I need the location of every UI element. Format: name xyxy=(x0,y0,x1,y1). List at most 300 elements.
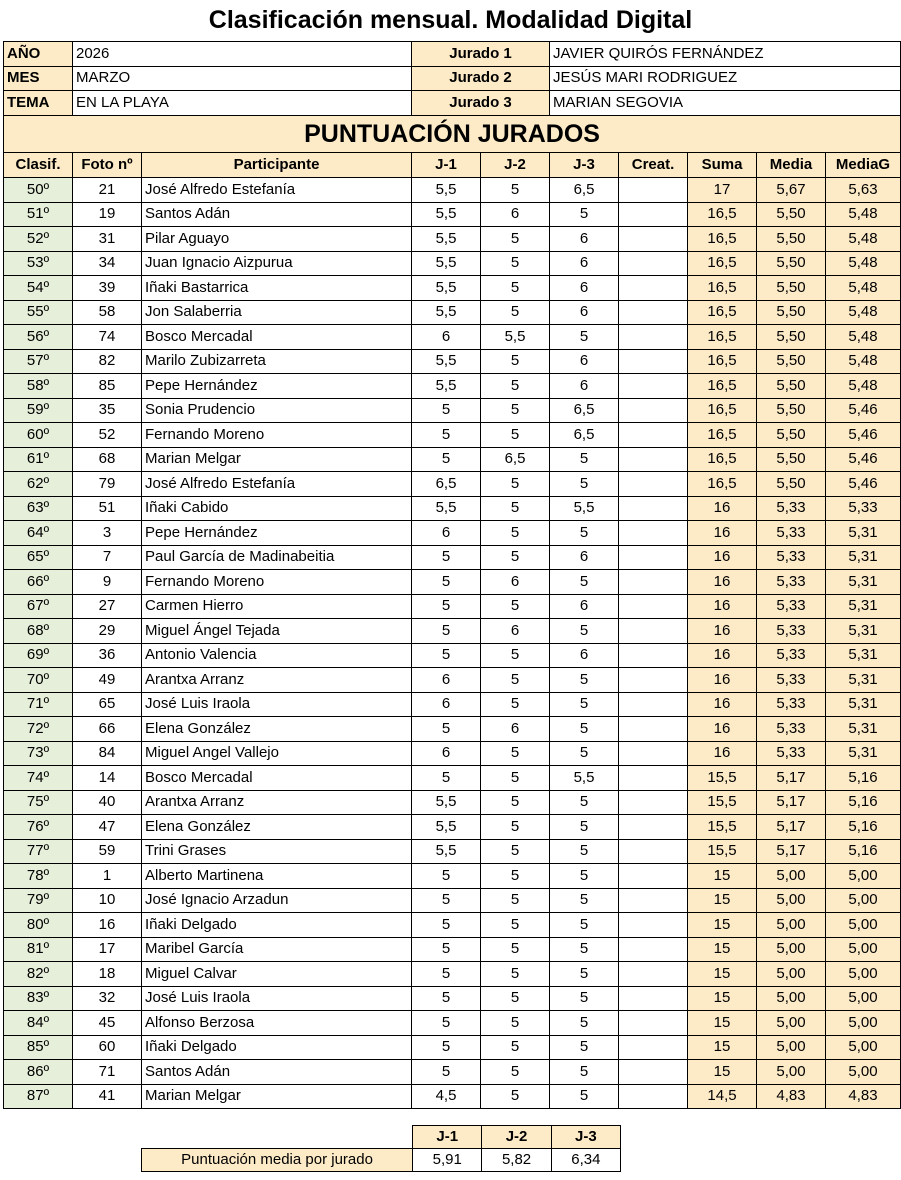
cell-media: 5,50 xyxy=(757,325,826,350)
cell-participante: Bosco Mercadal xyxy=(142,325,412,350)
header-suma: Suma xyxy=(688,153,757,178)
cell-j2: 5 xyxy=(481,594,550,619)
cell-j2: 5 xyxy=(481,839,550,864)
cell-creat xyxy=(619,986,688,1011)
year-label: AÑO xyxy=(4,42,73,67)
cell-clasif: 79º xyxy=(4,888,73,913)
cell-media: 5,33 xyxy=(757,570,826,595)
cell-suma: 16 xyxy=(688,521,757,546)
cell-j3: 6 xyxy=(550,227,619,252)
jury-average-table xyxy=(141,1125,621,1172)
cell-participante: Maribel García xyxy=(142,937,412,962)
cell-j1: 5 xyxy=(412,447,481,472)
cell-j3: 5 xyxy=(550,325,619,350)
cell-clasif: 56º xyxy=(4,325,73,350)
cell-j1: 5,5 xyxy=(412,349,481,374)
cell-mediag: 5,00 xyxy=(826,1060,901,1085)
cell-j3: 5 xyxy=(550,741,619,766)
cell-j3: 5 xyxy=(550,1035,619,1060)
cell-j2: 5 xyxy=(481,178,550,203)
cell-j1: 5,5 xyxy=(412,178,481,203)
cell-clasif: 63º xyxy=(4,496,73,521)
cell-clasif: 71º xyxy=(4,692,73,717)
theme-value: EN LA PLAYA xyxy=(73,91,412,116)
cell-media: 5,00 xyxy=(757,913,826,938)
cell-j1: 5 xyxy=(412,913,481,938)
cell-j1: 6,5 xyxy=(412,472,481,497)
cell-clasif: 76º xyxy=(4,815,73,840)
cell-foto: 29 xyxy=(73,619,142,644)
cell-j3: 5 xyxy=(550,570,619,595)
cell-suma: 15 xyxy=(688,986,757,1011)
cell-clasif: 66º xyxy=(4,570,73,595)
table-row xyxy=(4,251,901,276)
cell-clasif: 86º xyxy=(4,1060,73,1085)
cell-j1: 6 xyxy=(412,692,481,717)
table-row xyxy=(4,839,901,864)
cell-media: 5,33 xyxy=(757,741,826,766)
scores-banner: PUNTUACIÓN JURADOS xyxy=(4,116,901,153)
cell-j2: 5 xyxy=(481,227,550,252)
cell-j2: 5,5 xyxy=(481,325,550,350)
cell-j1: 5 xyxy=(412,643,481,668)
cell-creat xyxy=(619,815,688,840)
table-row xyxy=(4,913,901,938)
cell-j1: 5,5 xyxy=(412,300,481,325)
cell-suma: 15 xyxy=(688,1035,757,1060)
cell-suma: 16 xyxy=(688,643,757,668)
cell-foto: 58 xyxy=(73,300,142,325)
cell-j2: 5 xyxy=(481,251,550,276)
cell-j3: 5 xyxy=(550,986,619,1011)
year-value: 2026 xyxy=(73,42,412,67)
cell-j3: 5 xyxy=(550,962,619,987)
cell-j2: 5 xyxy=(481,668,550,693)
cell-creat xyxy=(619,643,688,668)
cell-j3: 5 xyxy=(550,815,619,840)
cell-media: 5,17 xyxy=(757,839,826,864)
cell-media: 5,33 xyxy=(757,521,826,546)
cell-participante: Sonia Prudencio xyxy=(142,398,412,423)
cell-j2: 5 xyxy=(481,937,550,962)
cell-mediag: 5,31 xyxy=(826,741,901,766)
cell-j3: 5 xyxy=(550,937,619,962)
theme-label: TEMA xyxy=(4,91,73,116)
cell-j2: 5 xyxy=(481,1060,550,1085)
cell-j2: 6 xyxy=(481,619,550,644)
cell-suma: 15,5 xyxy=(688,766,757,791)
cell-mediag: 5,48 xyxy=(826,300,901,325)
cell-j3: 6,5 xyxy=(550,398,619,423)
summary-value-j2: 5,82 xyxy=(482,1149,551,1172)
cell-j3: 6 xyxy=(550,374,619,399)
cell-foto: 1 xyxy=(73,864,142,889)
cell-suma: 16,5 xyxy=(688,472,757,497)
cell-j1: 5 xyxy=(412,888,481,913)
cell-clasif: 68º xyxy=(4,619,73,644)
cell-mediag: 5,31 xyxy=(826,717,901,742)
cell-participante: Bosco Mercadal xyxy=(142,766,412,791)
cell-creat xyxy=(619,398,688,423)
cell-media: 5,33 xyxy=(757,594,826,619)
cell-j3: 5,5 xyxy=(550,766,619,791)
cell-foto: 60 xyxy=(73,1035,142,1060)
cell-participante: Pepe Hernández xyxy=(142,521,412,546)
cell-foto: 84 xyxy=(73,741,142,766)
cell-j2: 5 xyxy=(481,986,550,1011)
cell-suma: 16 xyxy=(688,545,757,570)
cell-mediag: 4,83 xyxy=(826,1084,901,1109)
jury2-name: JESÚS MARI RODRIGUEZ xyxy=(550,66,901,91)
cell-clasif: 84º xyxy=(4,1011,73,1036)
cell-clasif: 51º xyxy=(4,202,73,227)
cell-j1: 5 xyxy=(412,962,481,987)
cell-j3: 5 xyxy=(550,692,619,717)
cell-j1: 5 xyxy=(412,766,481,791)
cell-mediag: 5,00 xyxy=(826,962,901,987)
cell-j2: 5 xyxy=(481,276,550,301)
cell-foto: 51 xyxy=(73,496,142,521)
cell-foto: 32 xyxy=(73,986,142,1011)
cell-media: 5,33 xyxy=(757,496,826,521)
cell-j2: 5 xyxy=(481,545,550,570)
cell-clasif: 53º xyxy=(4,251,73,276)
cell-j1: 5 xyxy=(412,937,481,962)
cell-participante: Juan Ignacio Aizpurua xyxy=(142,251,412,276)
cell-participante: Fernando Moreno xyxy=(142,423,412,448)
cell-j1: 5,5 xyxy=(412,251,481,276)
summary-label: Puntuación media por jurado xyxy=(142,1149,413,1172)
cell-mediag: 5,00 xyxy=(826,913,901,938)
cell-creat xyxy=(619,545,688,570)
cell-foto: 19 xyxy=(73,202,142,227)
table-row xyxy=(4,937,901,962)
cell-foto: 36 xyxy=(73,643,142,668)
cell-j2: 5 xyxy=(481,300,550,325)
cell-suma: 15,5 xyxy=(688,790,757,815)
cell-suma: 15 xyxy=(688,1060,757,1085)
cell-mediag: 5,31 xyxy=(826,570,901,595)
table-row xyxy=(4,692,901,717)
cell-j2: 5 xyxy=(481,423,550,448)
cell-j3: 5 xyxy=(550,1011,619,1036)
cell-mediag: 5,00 xyxy=(826,864,901,889)
cell-mediag: 5,46 xyxy=(826,398,901,423)
cell-creat xyxy=(619,423,688,448)
cell-media: 5,33 xyxy=(757,692,826,717)
cell-participante: Trini Grases xyxy=(142,839,412,864)
cell-clasif: 81º xyxy=(4,937,73,962)
cell-creat xyxy=(619,325,688,350)
table-row xyxy=(4,1035,901,1060)
cell-foto: 74 xyxy=(73,325,142,350)
cell-j1: 5,5 xyxy=(412,202,481,227)
cell-j1: 5 xyxy=(412,545,481,570)
cell-j1: 6 xyxy=(412,741,481,766)
cell-creat xyxy=(619,692,688,717)
cell-j1: 6 xyxy=(412,325,481,350)
cell-foto: 39 xyxy=(73,276,142,301)
cell-j2: 5 xyxy=(481,815,550,840)
cell-creat xyxy=(619,839,688,864)
table-row xyxy=(4,398,901,423)
table-row xyxy=(4,447,901,472)
cell-creat xyxy=(619,913,688,938)
cell-participante: Carmen Hierro xyxy=(142,594,412,619)
header-j2: J-2 xyxy=(481,153,550,178)
cell-foto: 27 xyxy=(73,594,142,619)
cell-j1: 5 xyxy=(412,594,481,619)
cell-participante: Iñaki Delgado xyxy=(142,1035,412,1060)
contest-info-table xyxy=(3,41,901,116)
cell-media: 5,00 xyxy=(757,1035,826,1060)
cell-suma: 16,5 xyxy=(688,276,757,301)
cell-media: 5,00 xyxy=(757,937,826,962)
cell-creat xyxy=(619,496,688,521)
table-row xyxy=(4,325,901,350)
cell-media: 5,17 xyxy=(757,766,826,791)
table-row xyxy=(4,472,901,497)
cell-participante: Miguel Calvar xyxy=(142,962,412,987)
cell-suma: 15 xyxy=(688,888,757,913)
cell-media: 5,50 xyxy=(757,227,826,252)
cell-suma: 15 xyxy=(688,937,757,962)
cell-mediag: 5,48 xyxy=(826,349,901,374)
cell-foto: 14 xyxy=(73,766,142,791)
cell-participante: Arantxa Arranz xyxy=(142,668,412,693)
table-row xyxy=(4,766,901,791)
scores-table xyxy=(3,115,901,1109)
cell-creat xyxy=(619,202,688,227)
cell-creat xyxy=(619,937,688,962)
cell-suma: 16,5 xyxy=(688,300,757,325)
cell-j2: 5 xyxy=(481,349,550,374)
cell-media: 5,50 xyxy=(757,472,826,497)
table-row xyxy=(4,717,901,742)
jury3-label: Jurado 3 xyxy=(412,91,550,116)
cell-participante: Alberto Martinena xyxy=(142,864,412,889)
cell-foto: 40 xyxy=(73,790,142,815)
cell-foto: 85 xyxy=(73,374,142,399)
table-row xyxy=(4,1060,901,1085)
cell-suma: 17 xyxy=(688,178,757,203)
summary-value-j3: 6,34 xyxy=(551,1149,620,1172)
cell-clasif: 55º xyxy=(4,300,73,325)
cell-clasif: 83º xyxy=(4,986,73,1011)
cell-j3: 6 xyxy=(550,545,619,570)
cell-j1: 5 xyxy=(412,570,481,595)
cell-creat xyxy=(619,1011,688,1036)
table-row xyxy=(4,962,901,987)
cell-j1: 5 xyxy=(412,423,481,448)
table-row xyxy=(4,790,901,815)
cell-j2: 5 xyxy=(481,913,550,938)
cell-j3: 5 xyxy=(550,619,619,644)
table-row xyxy=(4,202,901,227)
table-row xyxy=(4,888,901,913)
cell-clasif: 60º xyxy=(4,423,73,448)
cell-suma: 16,5 xyxy=(688,202,757,227)
cell-mediag: 5,16 xyxy=(826,790,901,815)
header-foto: Foto nº xyxy=(73,153,142,178)
cell-media: 5,50 xyxy=(757,202,826,227)
cell-clasif: 65º xyxy=(4,545,73,570)
cell-creat xyxy=(619,1035,688,1060)
cell-suma: 16,5 xyxy=(688,349,757,374)
cell-mediag: 5,48 xyxy=(826,276,901,301)
cell-media: 5,50 xyxy=(757,300,826,325)
cell-media: 5,67 xyxy=(757,178,826,203)
cell-mediag: 5,16 xyxy=(826,839,901,864)
cell-creat xyxy=(619,521,688,546)
cell-participante: Pepe Hernández xyxy=(142,374,412,399)
cell-j2: 5 xyxy=(481,1035,550,1060)
cell-creat xyxy=(619,251,688,276)
cell-j2: 5 xyxy=(481,496,550,521)
table-row xyxy=(4,374,901,399)
table-row xyxy=(4,227,901,252)
cell-foto: 21 xyxy=(73,178,142,203)
cell-suma: 15 xyxy=(688,864,757,889)
cell-j2: 5 xyxy=(481,790,550,815)
cell-j3: 5 xyxy=(550,913,619,938)
cell-suma: 15 xyxy=(688,1011,757,1036)
cell-clasif: 64º xyxy=(4,521,73,546)
cell-j1: 5 xyxy=(412,398,481,423)
cell-j3: 5 xyxy=(550,668,619,693)
cell-j1: 5 xyxy=(412,986,481,1011)
cell-creat xyxy=(619,619,688,644)
cell-suma: 15 xyxy=(688,962,757,987)
cell-j1: 5,5 xyxy=(412,790,481,815)
jury3-name: MARIAN SEGOVIA xyxy=(550,91,901,116)
cell-participante: Marian Melgar xyxy=(142,447,412,472)
cell-media: 5,33 xyxy=(757,619,826,644)
cell-suma: 15,5 xyxy=(688,839,757,864)
cell-foto: 82 xyxy=(73,349,142,374)
cell-j1: 5,5 xyxy=(412,227,481,252)
cell-clasif: 82º xyxy=(4,962,73,987)
summary-value-j1: 5,91 xyxy=(413,1149,482,1172)
cell-mediag: 5,33 xyxy=(826,496,901,521)
table-row xyxy=(4,521,901,546)
cell-suma: 16,5 xyxy=(688,374,757,399)
header-j3: J-3 xyxy=(550,153,619,178)
cell-clasif: 87º xyxy=(4,1084,73,1109)
cell-creat xyxy=(619,1084,688,1109)
cell-clasif: 69º xyxy=(4,643,73,668)
cell-participante: Santos Adán xyxy=(142,202,412,227)
cell-suma: 16,5 xyxy=(688,423,757,448)
table-row xyxy=(4,815,901,840)
cell-foto: 52 xyxy=(73,423,142,448)
cell-j1: 5,5 xyxy=(412,374,481,399)
cell-mediag: 5,00 xyxy=(826,986,901,1011)
cell-suma: 16,5 xyxy=(688,398,757,423)
cell-participante: José Alfredo Estefanía xyxy=(142,178,412,203)
cell-clasif: 52º xyxy=(4,227,73,252)
cell-clasif: 61º xyxy=(4,447,73,472)
table-row xyxy=(4,741,901,766)
cell-media: 4,83 xyxy=(757,1084,826,1109)
cell-j3: 5 xyxy=(550,1084,619,1109)
cell-j1: 5,5 xyxy=(412,839,481,864)
cell-j3: 5 xyxy=(550,472,619,497)
table-row xyxy=(4,986,901,1011)
table-row xyxy=(4,668,901,693)
cell-clasif: 75º xyxy=(4,790,73,815)
cell-participante: Elena González xyxy=(142,717,412,742)
cell-clasif: 67º xyxy=(4,594,73,619)
cell-foto: 49 xyxy=(73,668,142,693)
cell-mediag: 5,00 xyxy=(826,888,901,913)
cell-mediag: 5,63 xyxy=(826,178,901,203)
cell-clasif: 59º xyxy=(4,398,73,423)
cell-foto: 35 xyxy=(73,398,142,423)
cell-participante: Elena González xyxy=(142,815,412,840)
cell-suma: 15,5 xyxy=(688,815,757,840)
cell-mediag: 5,31 xyxy=(826,521,901,546)
table-row xyxy=(4,423,901,448)
summary-header-j3: J-3 xyxy=(551,1126,620,1149)
cell-clasif: 58º xyxy=(4,374,73,399)
cell-mediag: 5,00 xyxy=(826,937,901,962)
header-j1: J-1 xyxy=(412,153,481,178)
cell-creat xyxy=(619,300,688,325)
table-row xyxy=(4,300,901,325)
cell-media: 5,33 xyxy=(757,668,826,693)
cell-suma: 16 xyxy=(688,668,757,693)
jury1-name: JAVIER QUIRÓS FERNÁNDEZ xyxy=(550,42,901,67)
page-title: Clasificación mensual. Modalidad Digital xyxy=(208,6,693,34)
cell-j2: 5 xyxy=(481,398,550,423)
cell-j3: 5 xyxy=(550,202,619,227)
summary-header-j1: J-1 xyxy=(413,1126,482,1149)
table-row xyxy=(4,496,901,521)
cell-mediag: 5,31 xyxy=(826,545,901,570)
cell-mediag: 5,31 xyxy=(826,692,901,717)
cell-media: 5,50 xyxy=(757,349,826,374)
cell-mediag: 5,46 xyxy=(826,447,901,472)
table-header-row xyxy=(4,153,901,178)
cell-foto: 16 xyxy=(73,913,142,938)
cell-creat xyxy=(619,1060,688,1085)
cell-suma: 16,5 xyxy=(688,227,757,252)
cell-j2: 5 xyxy=(481,472,550,497)
cell-foto: 41 xyxy=(73,1084,142,1109)
cell-suma: 16 xyxy=(688,619,757,644)
cell-j2: 5 xyxy=(481,962,550,987)
header-creat: Creat. xyxy=(619,153,688,178)
header-mediag: MediaG xyxy=(826,153,901,178)
cell-j3: 6 xyxy=(550,594,619,619)
cell-j3: 6,5 xyxy=(550,423,619,448)
cell-clasif: 78º xyxy=(4,864,73,889)
cell-clasif: 70º xyxy=(4,668,73,693)
cell-foto: 79 xyxy=(73,472,142,497)
cell-media: 5,50 xyxy=(757,423,826,448)
cell-j1: 5,5 xyxy=(412,496,481,521)
cell-media: 5,17 xyxy=(757,815,826,840)
cell-j1: 4,5 xyxy=(412,1084,481,1109)
cell-j1: 5 xyxy=(412,619,481,644)
cell-j3: 5 xyxy=(550,839,619,864)
jury2-label: Jurado 2 xyxy=(412,66,550,91)
cell-j1: 5 xyxy=(412,1060,481,1085)
cell-foto: 45 xyxy=(73,1011,142,1036)
cell-media: 5,00 xyxy=(757,1011,826,1036)
cell-media: 5,50 xyxy=(757,276,826,301)
